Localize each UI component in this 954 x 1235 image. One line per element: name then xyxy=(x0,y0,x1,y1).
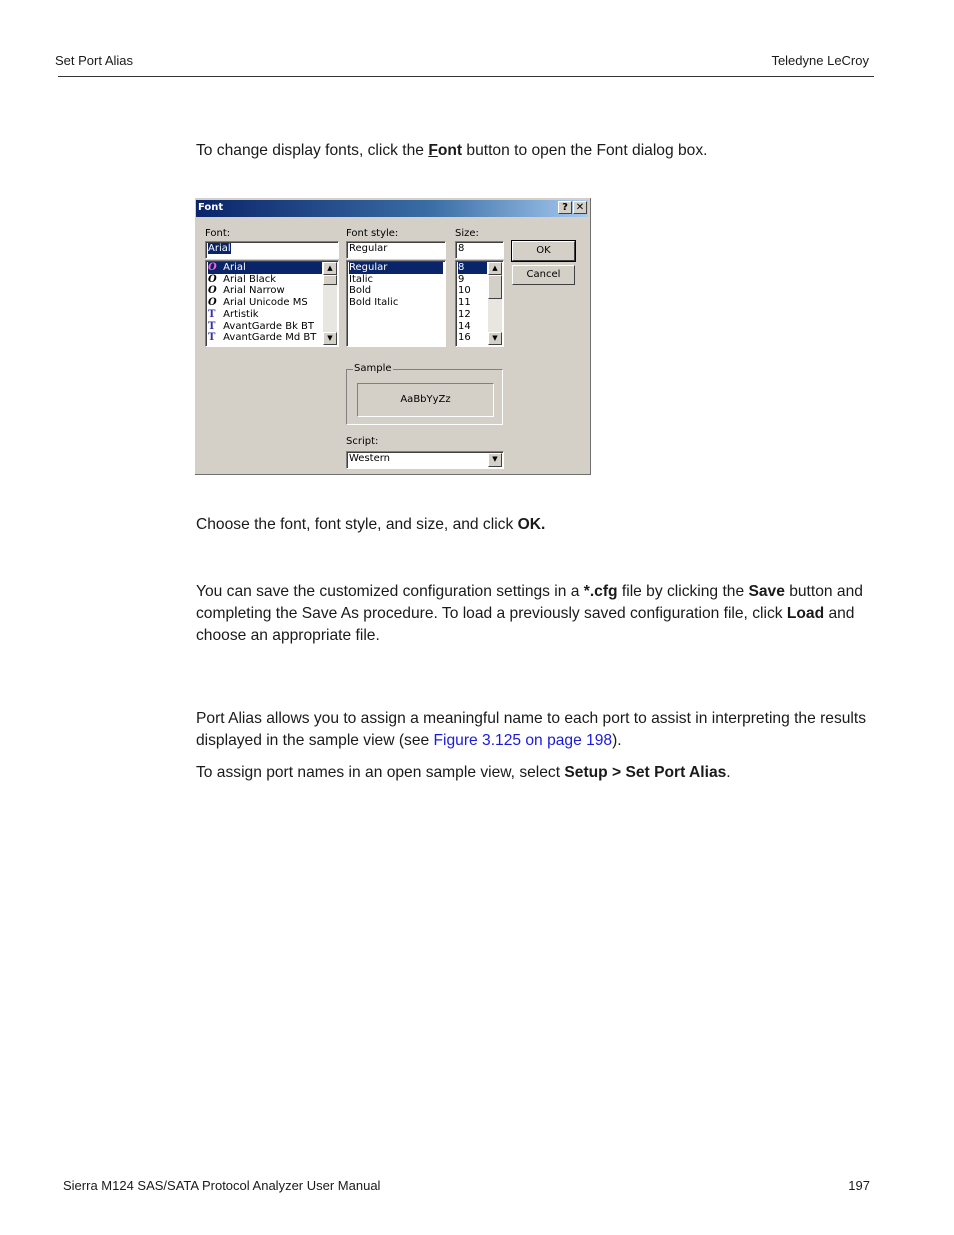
size-input-value: 8 xyxy=(458,243,465,254)
font-input[interactable] xyxy=(205,241,339,259)
list-item[interactable]: Regular xyxy=(349,262,443,274)
text: Choose the font, font style, and size, and click xyxy=(196,516,518,533)
script-select-value: Western xyxy=(349,453,391,464)
scroll-thumb[interactable] xyxy=(323,275,337,285)
size-label: Size: xyxy=(455,228,479,239)
scroll-down-icon[interactable]: ▼ xyxy=(488,332,502,345)
dialog-titlebar xyxy=(196,200,588,217)
opentype-font-icon: O xyxy=(208,273,217,285)
font-dialog xyxy=(195,198,591,475)
paragraph-port-alias xyxy=(196,708,876,752)
opentype-font-icon: O xyxy=(208,262,217,273)
list-item[interactable]: 10 xyxy=(458,285,471,297)
opentype-font-icon: O xyxy=(208,297,217,309)
size-list[interactable] xyxy=(455,260,504,347)
footer-manual-title: Sierra M124 SAS/SATA Protocol Analyzer User Manual xyxy=(63,1178,381,1193)
paragraph-change-fonts xyxy=(196,140,876,162)
text: ). xyxy=(612,732,622,749)
paragraph-assign-names xyxy=(196,762,876,784)
list-item[interactable] xyxy=(208,321,322,333)
font-style-input[interactable] xyxy=(346,241,446,259)
list-item[interactable]: Bold Italic xyxy=(349,297,399,309)
running-header-section: Set Port Alias xyxy=(55,53,134,68)
save-term: Save xyxy=(748,583,785,600)
font-list-scrollbar[interactable] xyxy=(323,262,337,345)
text: You can save the customized configuration settings in a xyxy=(196,583,584,600)
cfg-term: *.cfg xyxy=(583,583,618,600)
text: To assign port names in an open sample view, select xyxy=(196,764,565,781)
font-name: Arial xyxy=(220,262,246,273)
list-item[interactable] xyxy=(208,262,322,274)
script-select[interactable] xyxy=(346,451,504,469)
font-name: AvantGarde Md BT xyxy=(220,332,317,344)
list-item[interactable]: 9 xyxy=(458,273,465,285)
font-name: AvantGarde Bk BT xyxy=(220,320,315,332)
font-list[interactable] xyxy=(205,260,339,347)
help-icon[interactable]: ? xyxy=(558,201,572,214)
font-name: Artistik xyxy=(220,308,259,320)
font-name: Arial Unicode MS xyxy=(220,297,308,309)
paragraph-save-config xyxy=(196,581,876,647)
list-item[interactable] xyxy=(208,285,322,297)
sample-preview: AaBbYyZz xyxy=(357,383,494,417)
truetype-font-icon: T xyxy=(208,308,216,320)
list-item[interactable]: 8 xyxy=(458,262,487,274)
font-name: Arial Black xyxy=(220,273,277,285)
scroll-up-icon[interactable]: ▲ xyxy=(488,262,502,275)
text: button and completing the Save As procedure. To load a previously saved configuration file, click xyxy=(196,583,863,622)
dialog-title: Font xyxy=(198,202,224,213)
ok-term: OK. xyxy=(517,516,546,533)
font-input-value: Arial xyxy=(208,243,231,254)
scroll-up-icon[interactable]: ▲ xyxy=(323,262,337,275)
script-label: Script: xyxy=(346,436,379,447)
menu-path: Setup > Set Port Alias xyxy=(564,764,727,781)
chevron-down-icon[interactable]: ▼ xyxy=(488,453,502,467)
list-item[interactable] xyxy=(208,309,322,321)
close-icon[interactable]: ✕ xyxy=(573,201,587,214)
sample-group xyxy=(346,363,503,425)
load-term: Load xyxy=(786,605,825,622)
font-style-list[interactable] xyxy=(346,260,446,347)
list-item[interactable] xyxy=(208,274,322,286)
list-item[interactable] xyxy=(208,297,322,309)
text: and choose an appropriate file. xyxy=(196,605,855,644)
font-label: Font: xyxy=(205,228,231,239)
list-item[interactable]: Italic xyxy=(349,273,374,285)
text: To change display fonts, click the xyxy=(196,142,429,159)
cancel-button[interactable]: Cancel xyxy=(512,265,575,285)
text: . xyxy=(726,764,731,781)
text: Port Alias allows you to assign a meaningful name to each port to assist in interpreting the results displayed in the sample view (see xyxy=(196,710,867,749)
truetype-font-icon: T xyxy=(208,332,216,344)
list-item[interactable]: 14 xyxy=(458,320,471,332)
truetype-font-icon: T xyxy=(208,320,216,332)
font-style-label: Font style: xyxy=(346,228,399,239)
list-item[interactable] xyxy=(208,332,322,344)
figure-link[interactable]: Figure 3.125 on page 198 xyxy=(433,732,613,749)
list-item[interactable]: 16 xyxy=(458,332,471,344)
opentype-font-icon: O xyxy=(208,285,217,297)
scroll-down-icon[interactable]: ▼ xyxy=(323,332,337,345)
font-name: Arial Narrow xyxy=(220,285,285,297)
paragraph-choose-font xyxy=(196,514,876,536)
scroll-thumb[interactable] xyxy=(488,275,502,299)
sample-label: Sample xyxy=(354,363,392,374)
size-input[interactable] xyxy=(455,241,504,259)
header-rule xyxy=(58,76,874,77)
size-list-scrollbar[interactable] xyxy=(488,262,502,345)
running-header-brand: Teledyne LeCroy xyxy=(771,53,869,68)
font-style-input-value: Regular xyxy=(349,243,388,254)
list-item[interactable]: 12 xyxy=(458,308,471,320)
list-item[interactable]: Bold xyxy=(349,285,372,297)
text: file by clicking the xyxy=(617,583,749,600)
list-item[interactable]: 11 xyxy=(458,297,471,309)
ok-button[interactable]: OK xyxy=(512,241,575,261)
font-word: ont xyxy=(437,142,463,159)
page-number: 197 xyxy=(848,1178,870,1193)
text: button to open the Font dialog box. xyxy=(462,142,708,159)
font-mnemonic: F xyxy=(428,142,438,159)
